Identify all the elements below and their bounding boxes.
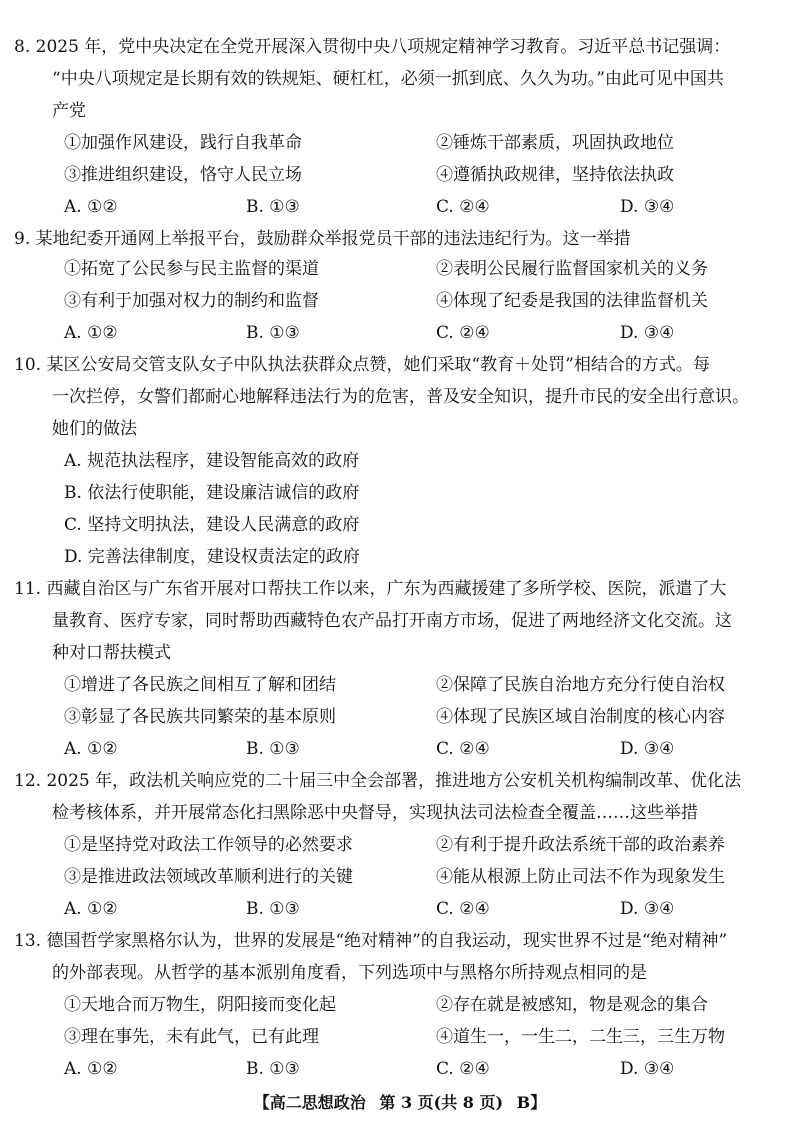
q12-choice-b: B. ①③ [246,899,300,919]
q8-choice-b: B. ①③ [246,197,300,217]
q8-option-3: ③推进组织建设，恪守人民立场 [64,165,302,185]
q9-option-2: ②表明公民履行监督国家机关的义务 [436,259,708,279]
q8-stem-line-3: 产党 [52,101,86,121]
q9-choice-c: C. ②④ [436,323,490,343]
q12-option-2: ②有利于提升政法系统干部的政治素养 [436,835,725,855]
q12-option-3: ③是推进政法领域改革顺利进行的关键 [64,867,353,887]
q12-stem-line-2: 检考核体系，并开展常态化扫黑除恶中央督导，实现执法司法检查全覆盖……这些举措 [52,803,698,823]
q9-stem-line-1: 9. 某地纪委开通网上举报平台，鼓励群众举报党员干部的违法违纪行为。这一举措 [14,229,631,249]
q11-option-4: ④体现了民族区域自治制度的核心内容 [436,707,725,727]
q12-choice-d: D. ③④ [620,899,675,919]
q9-option-4: ④体现了纪委是我国的法律监督机关 [436,291,708,311]
footer-version: B】 [516,1093,547,1112]
q11-option-1: ①增进了各民族之间相互了解和团结 [64,675,336,695]
q13-option-3: ③理在事先，未有此气，已有此理 [64,1027,319,1047]
q11-option-2: ②保障了民族自治地方充分行使自治权 [436,675,725,695]
q11-option-3: ③彰显了各民族共同繁荣的基本原则 [64,707,336,727]
q8-choice-d: D. ③④ [620,197,675,217]
q8-option-1: ①加强作风建设，践行自我革命 [64,133,302,153]
q9-choice-b: B. ①③ [246,323,300,343]
q13-option-1: ①天地合而万物生，阴阳接而变化起 [64,995,336,1015]
q13-option-2: ②存在就是被感知，物是观念的集合 [436,995,708,1015]
page-footer [0,1092,800,1114]
q11-choice-c: C. ②④ [436,739,490,759]
q9-choice-d: D. ③④ [620,323,675,343]
q12-option-1: ①是坚持党对政法工作领导的必然要求 [64,835,353,855]
q8-option-2: ②锤炼干部素质，巩固执政地位 [436,133,674,153]
q12-choice-a: A. ①② [64,899,118,919]
q13-choice-d: D. ③④ [620,1059,675,1079]
q8-option-4: ④遵循执政规律，坚持依法执政 [436,165,674,185]
q10-stem-line-3: 她们的做法 [52,419,137,439]
q13-choice-b: B. ①③ [246,1059,300,1079]
q8-stem-line-1: 8. 2025 年，党中央决定在全党开展深入贯彻中央八项规定精神学习教育。习近平总书记强调： [14,37,731,57]
q10-stem-line-1: 10. 某区公安局交管支队女子中队执法获群众点赞，她们采取“教育＋处罚”相结合的方式。每 [14,355,710,375]
q9-option-3: ③有利于加强对权力的制约和监督 [64,291,319,311]
q13-choice-a: A. ①② [64,1059,118,1079]
q10-stem-line-2: 一次拦停，女警们都耐心地解释违法行为的危害，普及安全知识，提升市民的安全出行意识。 [52,387,749,407]
q8-stem-line-2: “中央八项规定是长期有效的铁规矩、硬杠杠，必须一抓到底、久久为功。”由此可见中国共 [52,69,724,89]
q12-stem-line-1: 12. 2025 年，政法机关响应党的二十届三中全会部署，推进地方公安机关机构编制改革、优化法 [14,771,742,791]
q11-choice-d: D. ③④ [620,739,675,759]
q10-choice-a: A. 规范执法程序，建设智能高效的政府 [64,451,360,471]
q10-choice-c: C. 坚持文明执法，建设人民满意的政府 [64,515,360,535]
q12-choice-c: C. ②④ [436,899,490,919]
q10-choice-d: D. 完善法律制度，建设权责法定的政府 [64,547,360,567]
q9-option-1: ①拓宽了公民参与民主监督的渠道 [64,259,319,279]
q13-choice-c: C. ②④ [436,1059,490,1079]
q11-stem-line-2: 量教育、医疗专家，同时帮助西藏特色农产品打开南方市场，促进了两地经济文化交流。这 [52,611,732,631]
q12-option-4: ④能从根源上防止司法不作为现象发生 [436,867,725,887]
q11-choice-b: B. ①③ [246,739,300,759]
q8-choice-a: A. ①② [64,197,118,217]
footer-subject: 【高二思想政治 [253,1093,366,1112]
q8-choice-c: C. ②④ [436,197,490,217]
q10-choice-b: B. 依法行使职能，建设廉洁诚信的政府 [64,483,360,503]
q11-stem-line-3: 种对口帮扶模式 [52,643,171,663]
q9-choice-a: A. ①② [64,323,118,343]
q13-option-4: ④道生一，一生二，二生三，三生万物 [436,1027,725,1047]
footer-page-number: 第 3 页(共 8 页) [379,1093,504,1112]
q11-choice-a: A. ①② [64,739,118,759]
q13-stem-line-1: 13. 德国哲学家黑格尔认为，世界的发展是“绝对精神”的自我运动，现实世界不过是“绝对精神” [14,931,728,951]
q11-stem-line-1: 11. 西藏自治区与广东省开展对口帮扶工作以来，广东为西藏援建了多所学校、医院，派遣了大 [14,579,727,599]
q13-stem-line-2: 的外部表现。从哲学的基本派别角度看，下列选项中与黑格尔所持观点相同的是 [52,963,647,983]
